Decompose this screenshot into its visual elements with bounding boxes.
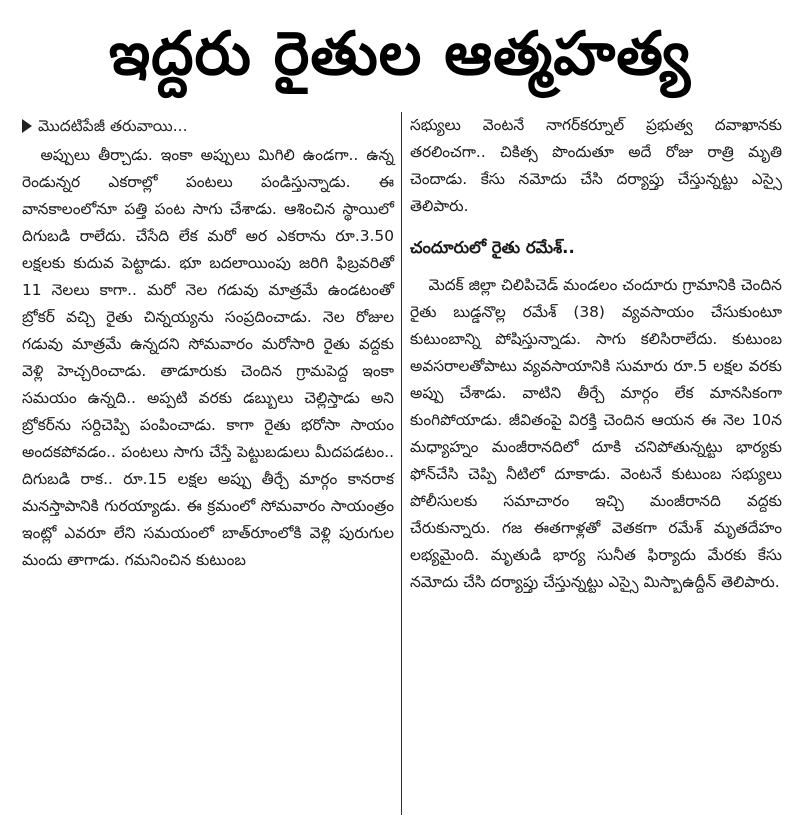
headline: ఇద్దరు రైతుల ఆత్మహత్య xyxy=(108,19,692,89)
left-column xyxy=(22,112,394,829)
column-divider xyxy=(401,112,402,815)
continuation-marker xyxy=(22,112,394,140)
article-paragraph: మెదక్ జిల్లా చిలిపిచెడ్ మండలం చందూరు గ్రామానికి చెందిన రైతు బుడ్డనొల్ల రమేశ్ (38) వ్యవసాయం చేసుకుంటూ కుటుంబాన్ని పోషిస్తున్నాడు. సాగు కలిసిరాలేదు. కుటుంబ అవసరాలతోపాటు వ్యవసాయానికి సుమారు రూ.5 లక్షల వరకు అప్పు చేశాడు. వాటిని తీర్చే మార్గం లేక మానసికంగా కుంగిపోయాడు. జీవితంపై విరక్తి చెందిన ఆయన ఈ నెల 10న మధ్యాహ్నం మంజీరానదిలో దూకి చనిపోతున్నట్టు భార్యకు ఫోన్‌చేసి చెప్పి నీటిలో దూకాడు. వెంటనే కుటుంబ సభ్యులు పోలీసులకు సమాచారం ఇచ్చి మంజీరానది వద్దకు చేరుకున్నారు. గజ ఈతగాళ్లతో వెతకగా రమేశ్ మృతదేహం లభ్యమైంది. మృతుడి భార్య సునీత ఫిర్యాదు మేరకు కేసు నమోదు చేసి దర్యాప్తు చేస్తున్నట్టు ఎస్సై మిస్బాఉద్దీన్ తెలిపారు. xyxy=(410,276,782,591)
article-paragraph: సభ్యులు వెంటనే నాగర్‌కర్నూల్ ప్రభుత్వ దవాఖానకు తరలించగా.. చికిత్స పొందుతూ అదే రోజు రాత్రి మృతి చెందాడు. కేసు నమోదు చేసి దర్యాప్తు చేస్తున్నట్టు ఎస్సై తెలిపారు. xyxy=(410,116,782,215)
right-column xyxy=(410,112,782,829)
sub-heading: చందూరులో రైతు రమేశ్.. xyxy=(410,238,575,257)
triangle-pointer-icon xyxy=(22,119,32,133)
article-paragraph: అప్పులు తీర్చాడు. ఇంకా అప్పులు మిగిలి ఉండగా.. ఉన్న రెండున్నర ఎకరాల్లో పంటలు పండిస్తున్నాడు. ఈ వానకాలంలోనూ పత్తి పంట సాగు చేశాడు. ఆశించిన స్థాయిలో దిగుబడి రాలేదు. చేసేది లేక మరో అర ఎకరాను రూ.3.50 లక్షలకు కుదువ పెట్టాడు. భూ బదలాయింపు జరిగి ఫిబ్రవరితో 11 నెలలు కాగా.. మరో నెల గడువు మాత్రమే ఉండటంతో బ్రోకర్ వచ్చి రైతు చిన్నయ్యను సంప్రదించాడు. నెల రోజుల గడువు మాత్రమే ఉన్నదని సోమవారం మరోసారి రైతు వద్దకు వెళ్లి హెచ్చరించాడు. తాడూరుకు చెందిన గ్రామపెద్ద ఇంకా సమయం ఉన్నది.. అప్పటి వరకు డబ్బులు చెల్లిస్తాడు అని బ్రోకర్‌ను సర్దిచెప్పి పంపించాడు. కాగా రైతు భరోసా సాయం అందకపోవడం.. పంటలు సాగు చేస్తే పెట్టుబడులు మీదపడటం.. దిగుబడి రాక.. రూ.15 లక్షల అప్పు తీర్చే మార్గం కానరాక మనస్తాపానికి గురయ్యాడు. ఈ క్రమంలో సోమవారం సాయంత్రం ఇంట్లో ఎవరూ లేని సమయంలో బాత్‌రూంలోకి వెళ్లి పురుగుల మందు తాగాడు. గమనించిన కుటుంబ xyxy=(22,146,394,569)
continuation-text: మొదటిపేజీ తరువాయి... xyxy=(38,116,188,135)
